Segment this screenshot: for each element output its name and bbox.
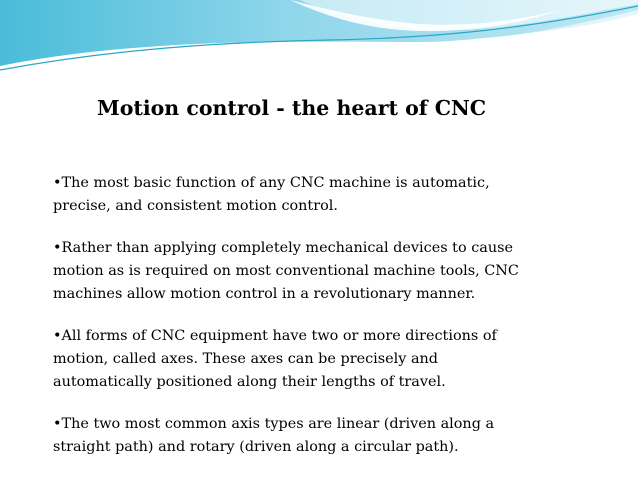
decorative-wave-banner: [0, 0, 638, 80]
bullet-paragraph: [53, 172, 613, 218]
bullet-list: [53, 172, 613, 478]
bullet-line: •Rather than applying completely mechanical devices to cause: [53, 240, 514, 256]
bullet-line: automatically positioned along their lengths of travel.: [53, 374, 446, 390]
bullet-line: motion as is required on most conventional machine tools, CNC: [53, 263, 519, 279]
bullet-paragraph: [53, 237, 613, 306]
bullet-line: •The two most common axis types are linear (driven along a: [53, 416, 495, 432]
bullet-paragraph: [53, 325, 613, 394]
bullet-line: machines allow motion control in a revolutionary manner.: [53, 286, 476, 302]
bullet-line: precise, and consistent motion control.: [53, 198, 338, 214]
bullet-line: straight path) and rotary (driven along a circular path).: [53, 439, 459, 455]
bullet-line: •The most basic function of any CNC machine is automatic,: [53, 175, 490, 191]
slide-title: Motion control - the heart of CNC: [97, 96, 487, 120]
bullet-paragraph: [53, 413, 613, 459]
bullet-line: •All forms of CNC equipment have two or more directions of: [53, 328, 497, 344]
bullet-line: motion, called axes. These axes can be precisely and: [53, 351, 439, 367]
